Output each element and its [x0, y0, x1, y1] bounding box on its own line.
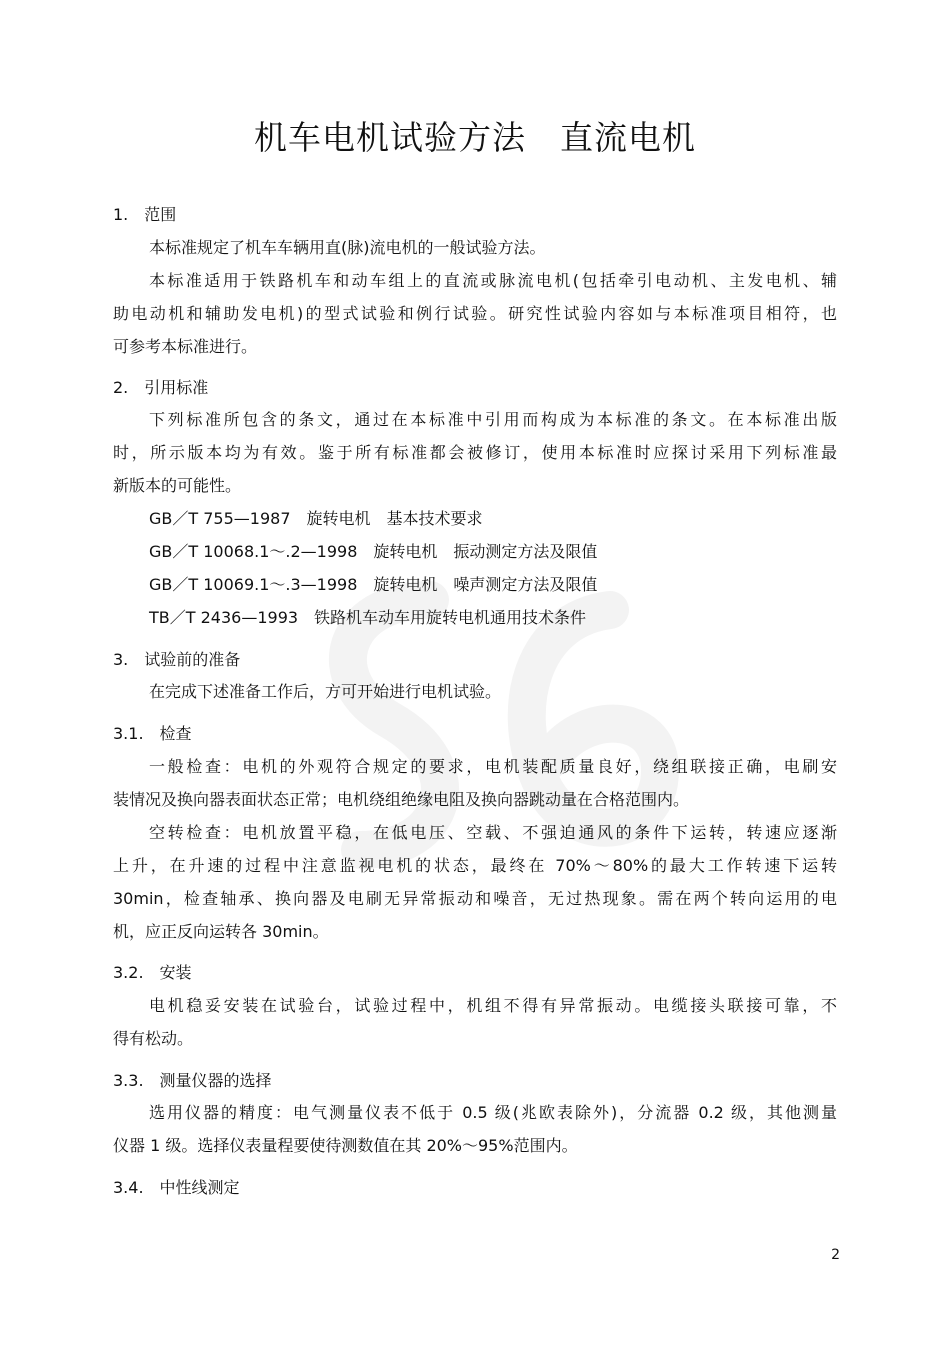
paragraph-line: 上升，在升速的过程中注意监视电机的状态，最终在 70%～80%的最大工作转速下运转 — [113, 856, 837, 875]
paragraph-line: 可参考本标准进行。 — [113, 337, 258, 356]
reference-item: GB／T 10068.1～.2—1998 旋转电机 振动测定方法及限值 — [149, 542, 598, 561]
subsection-heading-neutral-line: 3.4. 中性线测定 — [113, 1178, 240, 1197]
paragraph-line: 仪器 1 级。选择仪表量程要使待测数值在其 20%～95%范围内。 — [113, 1136, 578, 1155]
paragraph-line: 在完成下述准备工作后，方可开始进行电机试验。 — [149, 682, 502, 701]
paragraph-line: 本标准规定了机车车辆用直(脉)流电机的一般试验方法。 — [149, 238, 546, 257]
subsection-heading-instruments: 3.3. 测量仪器的选择 — [113, 1071, 272, 1090]
paragraph-line: 本标准适用于铁路机车和动车组上的直流或脉流电机(包括牵引电动机、主发电机、辅 — [149, 271, 837, 290]
section-heading-preparation: 3. 试验前的准备 — [113, 650, 241, 669]
paragraph-line: 选用仪器的精度：电气测量仪表不低于 0.5 级(兆欧表除外)，分流器 0.2 级，其他测量 — [149, 1103, 837, 1122]
paragraph-line: 装情况及换向器表面状态正常；电机绕组绝缘电阻及换向器跳动量在合格范围内。 — [113, 790, 690, 809]
paragraph-line: 机，应正反向运转各 30min。 — [113, 922, 329, 941]
paragraph-line: 新版本的可能性。 — [113, 476, 242, 495]
paragraph-line: 得有松动。 — [113, 1029, 194, 1048]
paragraph-line: 下列标准所包含的条文，通过在本标准中引用而构成为本标准的条文。在本标准出版 — [149, 410, 837, 429]
paragraph-line: 助电动机和辅助发电机)的型式试验和例行试验。研究性试验内容如与本标准项目相符，也 — [113, 304, 837, 323]
paragraph-line: 空转检查：电机放置平稳，在低电压、空载、不强迫通风的条件下运转，转速应逐渐 — [149, 823, 837, 842]
section-heading-scope: 1. 范围 — [113, 205, 177, 224]
paragraph-line: 电机稳妥安装在试验台，试验过程中，机组不得有异常振动。电缆接头联接可靠，不 — [149, 996, 837, 1015]
reference-item: TB／T 2436—1993 铁路机车动车用旋转电机通用技术条件 — [149, 608, 587, 627]
paragraph-line: 30min，检查轴承、换向器及电刷无异常振动和噪音，无过热现象。需在两个转向运用的电 — [113, 889, 837, 908]
section-heading-references: 2. 引用标准 — [113, 378, 209, 397]
page-number: 2 — [831, 1247, 840, 1263]
page-title: 机车电机试验方法 直流电机 — [254, 118, 696, 157]
paragraph-line: 一般检查：电机的外观符合规定的要求，电机装配质量良好，绕组联接正确，电刷安 — [149, 757, 837, 776]
paragraph-line: 时，所示版本均为有效。鉴于所有标准都会被修订，使用本标准时应探讨采用下列标准最 — [113, 443, 837, 462]
subsection-heading-installation: 3.2. 安装 — [113, 963, 192, 982]
subsection-heading-inspection: 3.1. 检查 — [113, 724, 192, 743]
reference-item: GB／T 10069.1～.3—1998 旋转电机 噪声测定方法及限值 — [149, 575, 598, 594]
reference-item: GB／T 755—1987 旋转电机 基本技术要求 — [149, 509, 483, 528]
